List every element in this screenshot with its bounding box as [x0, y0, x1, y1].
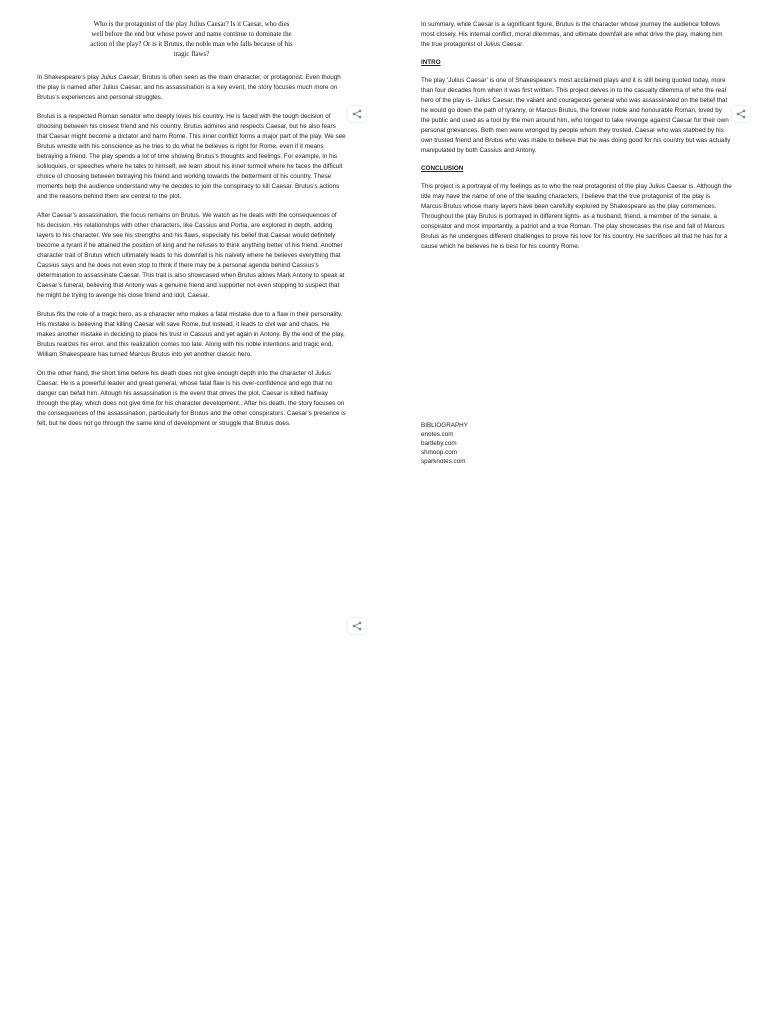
share-button[interactable]	[348, 618, 366, 634]
conclusion-heading: CONCLUSION	[421, 165, 464, 172]
paragraph-brutus-conflict: Brutus is a respected Roman senator who deeply loves his country. He is faced with the tough decision of choosing between his closest friend and his country. Brutus admires and respects Caesar, but he also fears that Caesar might become a dictator and harm Rome. This inner conflict forms a major part of the play. We see Brutus wrestle with his conscience as he tries to do what he believes is right for Rome, even if it means betraying a friend. The play spends a lot of time showing Brutus’s thoughts and feelings. For example, in his soliloquies, or speeches where he talks to himself, we learn about his inner turmoil where he faces the difficult choice of choosing between betraying his friend and working towards the betterment of his country. These moments help the audience understand why he decides to join the conspiracy to kill Caesar. Brutus’s actions and the reasons behind them are central to the plot.	[37, 113, 346, 200]
play-title-italic: Julius Caesar	[484, 41, 523, 48]
left-column	[37, 0, 346, 429]
share-button[interactable]	[348, 106, 366, 122]
paragraph-after-assassination: After Caesar’s assassination, the focus remains on Brutus. We watch as he deals with the consequences of his decision. His relationships with other characters, like Cassius and Portia, are explored in depth, adding layers to his character. We see his strengths and his flaws, especially his belief that Caesar would definitely become a tyrant if he attained the position of king and he refuses to think anything better of his friend. Another character trait of Brutus which ultimately leads to his downfall is his naivety where he believes everything that Cassius says and he does not even stop to think if there may be a personal agenda behind Cassius’s determination to assassinate Caesar. This trait is also showcased when Brutus allows Mark Antony to speak at Caesar’s funeral, believing that Antony was a genuine friend and supporter not even stopping to suspect that he might be trying to avenge his close friend and idol, Caesar.	[37, 212, 345, 299]
paragraph-tragic-hero: Brutus fits the role of a tragic hero, as a character who makes a fatal mistake due to a flaw in their personality. His mistake is believing that killing Caesar will save Rome, but instead, it leads to civil war and chaos. He makes another mistake in deciding to place his trust in Cassius and yet again in Antony. By the end of the play, Brutus realizes his error, and this realization comes too late. Along with his noble intentions and tragic end, William Shakespeare has turned Marcus Brutus into yet another classic hero.	[37, 311, 345, 358]
paragraph-summary	[421, 20, 732, 50]
bibliography-heading: BIBLIOGRAPHY	[421, 422, 468, 429]
bibliography-item: sparknotes.com	[421, 458, 466, 465]
paragraph-text: In summary, while Caesar is a significant figure, Brutus is the character whose journey the audience follows most closely. His internal conflict, moral dilemmas, and ultimate downfall are what drive the play, making him the true protagonist of	[421, 21, 723, 48]
paragraph-text: , Brutus is often seen as the main character, or protagonist. Even though the play is named after Julius Caesar, and his assassination is a key event, the story focuses much more on Brutus’s experiences and personal struggles.	[37, 74, 341, 101]
share-button[interactable]	[732, 106, 750, 122]
share-icon	[352, 109, 362, 119]
paragraph-text: In Shakespeare’s play	[37, 74, 101, 81]
share-icon	[352, 621, 362, 631]
play-title-italic: Julius Caesar	[100, 74, 139, 81]
bibliography-item: shmoop.com	[421, 449, 458, 456]
paragraph-conclusion: This project is a portrayal of my feelings as to who the real protagonist of the play Julius Caesar is. Although the title may have the name of one of the leading characters, I believe that the true protagonist of the play is Marcus Brutus whose many layers have been carefully explored by Shakespeare as the play commences. Throughout the play Brutus is portrayed in different lights- as a husband, friend, a member of the senate, a conspirator and most importantly, a patriot and a true Roman. The play showcases the rise and fall of Marcus Brutus as he undergoes different challenges to prove his love for his country. He sacrifices all that he has for a cause which he believes he is best for his country Rome.	[421, 183, 732, 250]
paragraph-introduction	[37, 73, 346, 103]
paragraph-intro: The play ‘Julius Caesar’ is one of Shakespeare’s most acclaimed plays and it is still being quoted today, more than four decades from when it was first written. This project delves in to the casualty dilemma of who the real hero of the play is- Julius Caesar, the valiant and courageous general who was assassinated on the belief that he would go down the path of tyranny, or Marcus Brutus, the forever noble and honourable Roman, loved by the public and used as a tool by the men around him, who longed to take revenge against Caesar for their own personal grievances. Both men were wronged by people whom they trusted, Caesar who was stabbed by his own trusted friend and Brutus who was made to believe that he was doing good for his country but was actually manipulated by both Cassius and Antony.	[421, 77, 731, 154]
bibliography	[421, 421, 468, 466]
right-column	[421, 0, 732, 465]
bibliography-item: bartleby.com	[421, 440, 457, 447]
bibliography-item: enotes.com	[421, 431, 454, 438]
intro-heading: INTRO	[421, 59, 441, 66]
paragraph-text: .	[522, 41, 524, 48]
essay-question-title: Who is the protagonist of the play Julius Caesar? Is it Caesar, who dies well before the end but whose power and name continue to dominate the action of the play? Or is it Brutus, the noble man who falls because of his tragic flaws?	[90, 21, 293, 58]
share-icon	[736, 109, 746, 119]
paragraph-caesar: On the other hand, the short time before his death does not give enough depth into the character of Julius Caesar. He is a powerful leader and great general, whose fatal flaw is his over-confidence and ego that no danger can befall him. Altough his assassination is the event that drives the plot, Caesar is killed halfway through the play, which does not give time for his character development.. After his death, the story focuses on the consequences of the assassination, particularly for Brutus and the other conspirators. Caesar’s presence is felt, but he does not go through the same kind of development or struggle that Brutus does.	[37, 370, 346, 427]
